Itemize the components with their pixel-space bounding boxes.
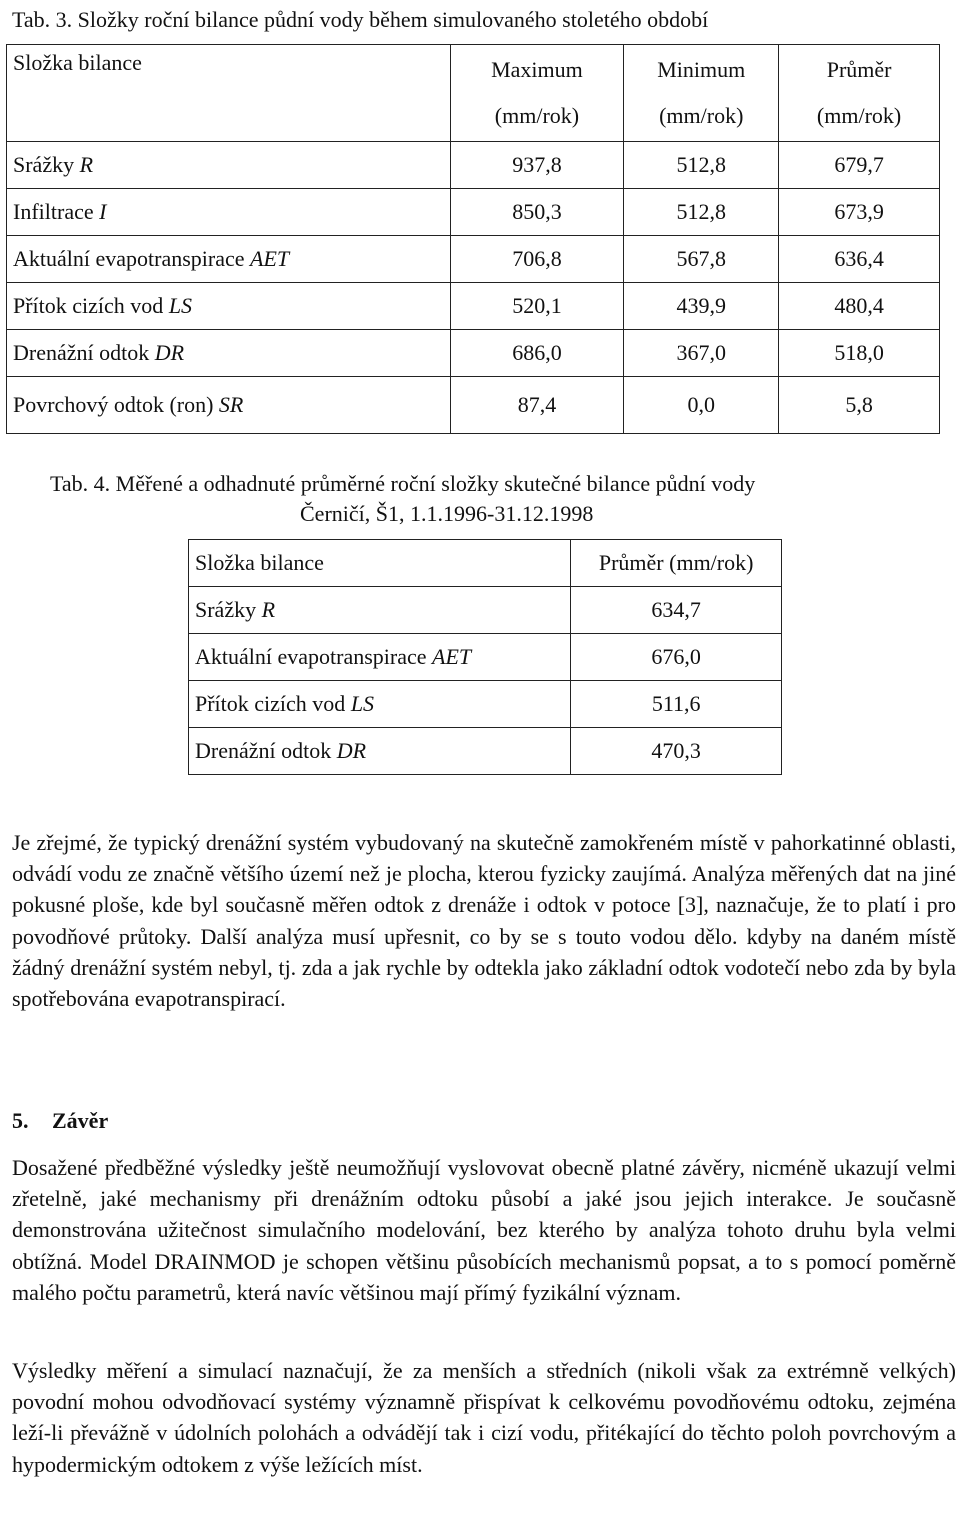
header-cell: Složka bilance — [189, 540, 571, 587]
row-label: Aktuální evapotranspirace AET — [7, 236, 451, 283]
row-label: Přítok cizích vod LS — [189, 681, 571, 728]
row-label: Aktuální evapotranspirace AET — [189, 634, 571, 681]
header-cell — [624, 45, 779, 142]
table-row — [189, 587, 782, 634]
table-row — [7, 283, 940, 330]
max-cell: 87,4 — [450, 377, 624, 434]
symbol: I — [99, 199, 107, 225]
header-cell — [450, 45, 624, 142]
max-cell: 937,8 — [450, 142, 624, 189]
avg-cell: 511,6 — [571, 681, 782, 728]
table-row — [7, 236, 940, 283]
table-row — [189, 634, 782, 681]
section-number: 5. — [12, 1108, 29, 1133]
table-row — [7, 330, 940, 377]
avg-cell: 676,0 — [571, 634, 782, 681]
header-label: Minimum — [657, 57, 746, 82]
avg-cell: 470,3 — [571, 728, 782, 775]
section-title: Závěr — [52, 1108, 109, 1133]
min-cell: 367,0 — [624, 330, 779, 377]
header-cell — [779, 45, 940, 142]
avg-cell: 634,7 — [571, 587, 782, 634]
min-cell: 0,0 — [624, 377, 779, 434]
avg-cell: 673,9 — [779, 189, 940, 236]
section-heading — [12, 1107, 108, 1135]
row-label: Povrchový odtok (ron) SR — [7, 377, 451, 434]
row-label: Srážky R — [189, 587, 571, 634]
symbol: AET — [432, 644, 472, 670]
max-cell: 850,3 — [450, 189, 624, 236]
row-label: Drenážní odtok DR — [7, 330, 451, 377]
row-label: Srážky R — [7, 142, 451, 189]
symbol: DR — [154, 340, 185, 366]
symbol: R — [79, 152, 94, 178]
row-label: Drenážní odtok DR — [189, 728, 571, 775]
table-row — [189, 728, 782, 775]
min-cell: 567,8 — [624, 236, 779, 283]
table-row — [189, 681, 782, 728]
header-cell: Průměr (mm/rok) — [571, 540, 782, 587]
header-cell — [7, 45, 451, 142]
header-unit: (mm/rok) — [659, 103, 744, 128]
min-cell: 512,8 — [624, 189, 779, 236]
header-label: Složka bilance — [13, 50, 142, 75]
table-row — [7, 142, 940, 189]
max-cell: 520,1 — [450, 283, 624, 330]
paragraph: Je zřejmé, že typický drenážní systém vybudovaný na skutečně zamokřeném místě v pahorkatinné oblasti, odvádí vodu ze značně většího území než je plocha, kterou fyzicky zaujímá. Analýza měřených dat na jiné pokusné ploše, kde byl současně měřen odtok z drenáže i odtok v potoce [3], naznačuje, že to platí i pro povodňové průtoky. Další analýza musí upřesnit, co by se s touto vodou dělo. kdyby na daném místě žádný drenážní systém nebyl, tj. zda a jak rychle by odtekla jako základní odtok vodotečí nebo zda by byla spotřebována evapotranspirací. — [12, 830, 956, 1012]
symbol: LS — [168, 293, 193, 319]
header-label: Maximum — [491, 57, 583, 82]
row-label: Infiltrace I — [7, 189, 451, 236]
min-cell: 512,8 — [624, 142, 779, 189]
table-4 — [188, 539, 782, 775]
max-cell: 686,0 — [450, 330, 624, 377]
symbol: SR — [218, 392, 244, 418]
avg-cell: 518,0 — [779, 330, 940, 377]
table-3-header-row — [7, 45, 940, 142]
header-label: Průměr — [826, 57, 892, 82]
symbol: LS — [350, 691, 375, 717]
row-label: Přítok cizích vod LS — [7, 283, 451, 330]
symbol: R — [261, 597, 276, 623]
header-unit: (mm/rok) — [816, 103, 902, 128]
avg-cell: 480,4 — [779, 283, 940, 330]
symbol: AET — [250, 246, 290, 272]
avg-cell: 636,4 — [779, 236, 940, 283]
table-4-header-row — [189, 540, 782, 587]
paragraph: Výsledky měření a simulací naznačují, že za menších a středních (nikoli však za extrémně velkých) povodní mohou odvodňovací systémy významně přispívat k celkovému povodňovému odtoku, zejména leží-li převážně v údolních polohách a odvádějí tak i cizí vodu, přitékající do těchto poloh povrchovým a hypodermickým odtokem z výše ležících míst. — [12, 1358, 956, 1477]
paragraph: Dosažené předběžné výsledky ještě neumožňují vyslovovat obecně platné závěry, nicméně ukazují velmi zřetelně, jaké mechanismy při drenážním odtoku působí a jaké jsou jejich interakce. Je současně demonstrována užitečnost simulačního modelování, bez kterého by analýza tohoto druhu byla velmi obtížná. Model DRAINMOD je schopen většinu působících mechanismů popsat, a to s pomocí poměrně malého počtu parametrů, která navíc většinou mají přímý fyzikální význam. — [12, 1155, 956, 1305]
avg-cell: 679,7 — [779, 142, 940, 189]
symbol: DR — [336, 738, 367, 764]
header-unit: (mm/rok) — [494, 103, 580, 128]
max-cell: 706,8 — [450, 236, 624, 283]
table-3 — [6, 44, 940, 434]
table-3-caption: Tab. 3. Složky roční bilance půdní vody během simulovaného stoletého období — [12, 7, 709, 32]
avg-cell: 5,8 — [779, 377, 940, 434]
table-4-caption-line2: Černičí, Š1, 1.1.1996-31.12.1998 — [300, 501, 594, 526]
table-row — [7, 189, 940, 236]
table-4-caption: Tab. 4. Měřené a odhadnuté průměrné roční složky skutečné bilance půdní vody — [50, 471, 756, 496]
table-row — [7, 377, 940, 434]
min-cell: 439,9 — [624, 283, 779, 330]
